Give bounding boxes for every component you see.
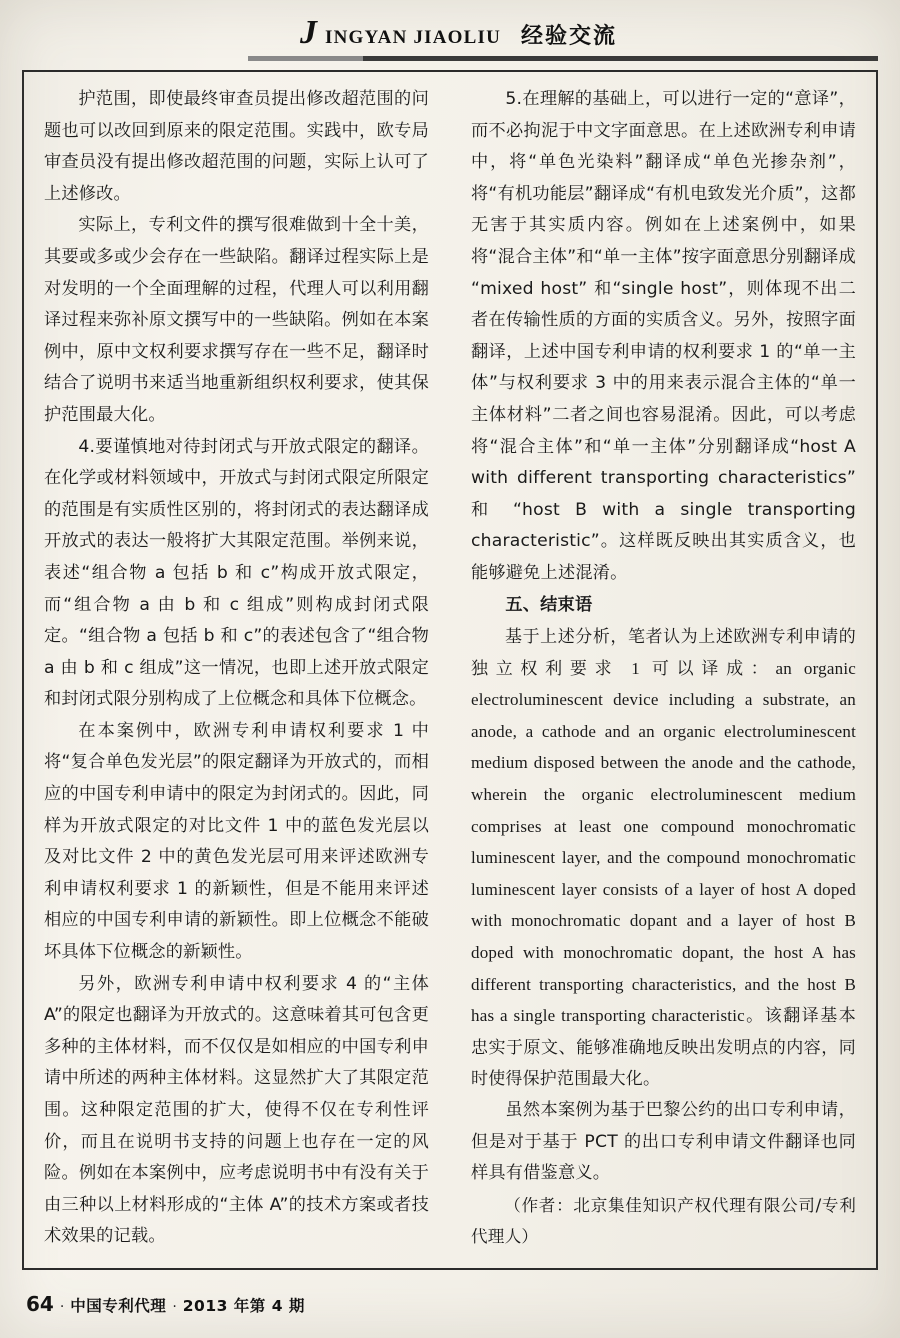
body-columns: [44, 84, 856, 1264]
paragraph: 护范围，即使最终审查员提出修改超范围的问题也可以改回到原来的限定范围。实践中，欧专局审查员没有提出修改超范围的问题，实际上认可了上述修改。: [44, 89, 429, 204]
footer-separator: ·: [172, 1299, 177, 1315]
page-footer: [26, 1292, 876, 1316]
footer-separator: ·: [59, 1299, 65, 1315]
header-rule-accent: [248, 56, 363, 61]
header-section-name: 经验交流: [521, 24, 618, 49]
header-title-group: [300, 16, 617, 50]
journal-name: 中国专利代理: [70, 1297, 167, 1315]
paragraph: 在本案例中，欧洲专利申请权利要求 1 中将“复合单色发光层”的限定翻译为开放式的，而相应的中国专利申请中的限定为封闭式的。因此，同样为开放式限定的对比文件 1 中的蓝色发光层以及对比文件 2 中的黄色发光层可用来评述欧洲专利申请权利要求 1 的新颖性，但是不能用来评述相应的中国专利申请的新颖性。即上位概念不能破坏具体下位概念的新颖性。: [44, 720, 429, 963]
issue-label: 2013 年第 4 期: [182, 1297, 305, 1315]
left-column: [44, 84, 429, 1264]
right-column: [471, 84, 856, 1264]
header-dropcap: J: [300, 14, 317, 51]
page-number: 64: [26, 1292, 54, 1316]
paragraph: 5.在理解的基础上，可以进行一定的“意译”，而不必拘泥于中文字面意思。在上述欧洲专利申请中，将“单色光染料”翻译成“单色光掺杂剂”，将“有机功能层”翻译成“有机电致发光介质”，这都无害于其实质内容。例如在上述案例中，如果将“混合主体”和“单一主体”按字面意思分别翻译成 “mixed host” 和“single host”，则体现不出二者在传输性质的方面的实质含义。另外，按照字面翻译，上述中国专利申请的权利要求 1 的“单一主体”与权利要求 3 中的用来表示混合主体的“单一主体材料”二者之间也容易混淆。因此，可以考虑将“混合主体”和“单一主体”分别翻译成“host A with different transporting characteristics” 和 “host B with a single transporting characteristic”。这样既反映出其实质含义，也能够避免上述混淆。: [471, 89, 856, 583]
paragraph: 4.要谨慎地对待封闭式与开放式限定的翻译。在化学或材料领域中，开放式与封闭式限定所限定的范围是有实质性区别的，将封闭式的表达翻译成开放式的表达一般将扩大其限定范围。举例来说，表述“组合物 a 包括 b 和 c”构成开放式限定，而“组合物 a 由 b 和 c 组成”则构成封闭式限定。“组合物 a 包括 b 和 c”的表述包含了“组合物 a 由 b 和 c 组成”这一情况，也即上述开放式限定和封闭式限分别构成了上位概念和具体下位概念。: [44, 436, 429, 710]
section-heading: 五、结束语: [505, 594, 593, 615]
paragraph: 另外，欧洲专利申请中权利要求 4 的“主体 A”的限定也翻译为开放式的。这意味着其可包含更多种的主体材料，而不仅仅是如相应的中国专利申请中所述的两种主体材料。这显然扩大了其限定范围。这种限定范围的扩大，使得不仅在专利性评价，而且在说明书支持的问题上也存在一定的风险。例如在本案例中，应考虑说明书中有没有关于由三种以上材料形成的“主体 A”的技术方案或者技术效果的记载。: [44, 973, 429, 1247]
paragraph: 实际上，专利文件的撰写很难做到十全十美，其要或多或少会存在一些缺陷。翻译过程实际上是对发明的一个全面理解的过程，代理人可以利用翻译过程来弥补原文撰写中的一些缺陷。例如在本案例中，原中文权利要求撰写存在一些不足，翻译时结合了说明书来适当地重新组织权利要求，使其保护范围最大化。: [44, 215, 429, 425]
page-header: [0, 0, 900, 62]
paragraph: 基于上述分析，笔者认为上述欧洲专利申请的独立权利要求 1 可以译成：an organic electroluminescent device including a substrate, an anode, a cathode and an organic electroluminescent medium disposed between the anode and the cathode, wherein the organic electroluminescent medium comprises at least one compound monochromatic luminescent layer, and the compound monochromatic luminescent layer consists of a layer of host A doped with monochromatic dopant and a layer of host B doped with monochromatic dopant, the host A has different transporting characteristics, and the host B has a single transporting characteristic。该翻译基本忠实于原文、能够准确地反映出发明点的内容，同时使得保护范围最大化。: [471, 627, 856, 1089]
header-pinyin: INGYAN JIAOLIU: [325, 27, 502, 48]
paragraph: 虽然本案例为基于巴黎公约的出口专利申请，但是对于基于 PCT 的出口专利申请文件翻译也同样具有借鉴意义。: [471, 1100, 856, 1184]
author-credit: （作者：北京集佳知识产权代理有限公司/专利代理人）: [471, 1195, 856, 1247]
